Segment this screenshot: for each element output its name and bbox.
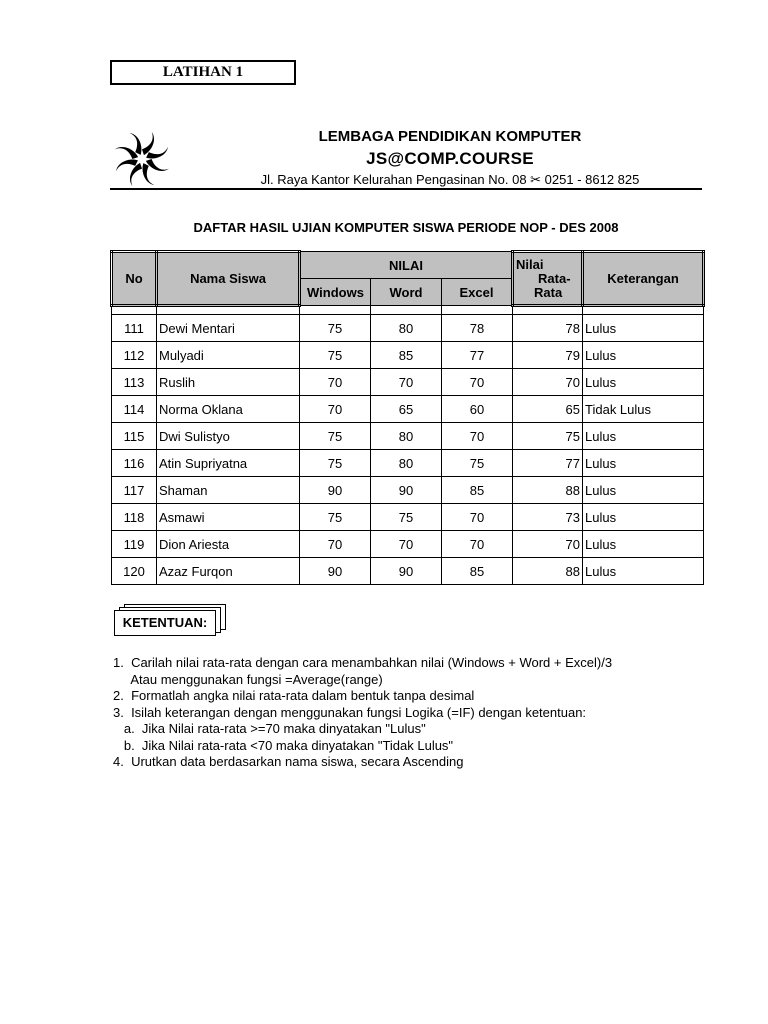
- cell-windows: 75: [300, 504, 371, 531]
- cell-keterangan: Lulus: [583, 423, 704, 450]
- cell-no: 118: [112, 504, 157, 531]
- cell-no: 117: [112, 477, 157, 504]
- cell-keterangan: Lulus: [583, 504, 704, 531]
- col-header-excel: Excel: [442, 279, 513, 306]
- cell-excel: 70: [442, 423, 513, 450]
- cell-keterangan: Lulus: [583, 477, 704, 504]
- cell-windows: 75: [300, 450, 371, 477]
- cell-windows: 75: [300, 315, 371, 342]
- cell-word: 70: [371, 531, 442, 558]
- table-row: [112, 396, 704, 423]
- document-title: DAFTAR HASIL UJIAN KOMPUTER SISWA PERIODE NOP - DES 2008: [193, 220, 619, 235]
- cell-windows: 75: [300, 342, 371, 369]
- cell-keterangan: Tidak Lulus: [583, 396, 704, 423]
- cell-no: 116: [112, 450, 157, 477]
- col-header-keterangan: Keterangan: [583, 252, 704, 306]
- col-header-average: [513, 252, 583, 306]
- cell-keterangan: Lulus: [583, 342, 704, 369]
- header-divider: [110, 188, 702, 190]
- cell-windows: 90: [300, 558, 371, 585]
- table-row: [112, 477, 704, 504]
- cell-excel: 70: [442, 369, 513, 396]
- table-row: [112, 504, 704, 531]
- cell-windows: 70: [300, 396, 371, 423]
- cell-name: Shaman: [157, 477, 300, 504]
- avg-header-line1: Nilai: [516, 256, 544, 272]
- cell-excel: 70: [442, 504, 513, 531]
- cell-keterangan: Lulus: [583, 315, 704, 342]
- ketentuan-box: [114, 604, 229, 636]
- cell-excel: 78: [442, 315, 513, 342]
- cell-no: 119: [112, 531, 157, 558]
- cell-name: Dewi Mentari: [157, 315, 300, 342]
- cell-excel: 77: [442, 342, 513, 369]
- cell-keterangan: Lulus: [583, 558, 704, 585]
- cell-name: Mulyadi: [157, 342, 300, 369]
- cell-excel: 85: [442, 558, 513, 585]
- exercise-label: LATIHAN 1: [110, 60, 296, 85]
- col-header-no: No: [112, 252, 157, 306]
- cell-word: 90: [371, 558, 442, 585]
- cell-excel: 60: [442, 396, 513, 423]
- cell-name: Dion Ariesta: [157, 531, 300, 558]
- cell-average: 73: [513, 504, 583, 531]
- cell-name: Ruslih: [157, 369, 300, 396]
- cell-no: 120: [112, 558, 157, 585]
- cell-average: 78: [513, 315, 583, 342]
- cell-word: 85: [371, 342, 442, 369]
- instruction-line: Atau menggunakan fungsi =Average(range): [113, 671, 383, 687]
- cell-keterangan: Lulus: [583, 450, 704, 477]
- cell-no: 112: [112, 342, 157, 369]
- instruction-line: 1. Carilah nilai rata-rata dengan cara menambahkan nilai (Windows + Word + Excel)/3: [113, 655, 613, 670]
- cell-excel: 85: [442, 477, 513, 504]
- cell-name: Norma Oklana: [157, 396, 300, 423]
- cell-name: Azaz Furqon: [157, 558, 300, 585]
- col-header-word: Word: [371, 279, 442, 306]
- cell-word: 75: [371, 504, 442, 531]
- instruction-line: 4. Urutkan data berdasarkan nama siswa, secara Ascending: [113, 754, 464, 769]
- cell-word: 70: [371, 369, 442, 396]
- pinwheel-logo-icon: [112, 130, 172, 188]
- cell-average: 75: [513, 423, 583, 450]
- institution-name: LEMBAGA PENDIDIKAN KOMPUTER: [318, 128, 582, 145]
- cell-average: 88: [513, 477, 583, 504]
- cell-no: 114: [112, 396, 157, 423]
- cell-no: 111: [112, 315, 157, 342]
- cell-excel: 75: [442, 450, 513, 477]
- exam-results-table: [110, 250, 705, 585]
- cell-name: Dwi Sulistyo: [157, 423, 300, 450]
- cell-average: 77: [513, 450, 583, 477]
- cell-no: 113: [112, 369, 157, 396]
- cell-windows: 70: [300, 531, 371, 558]
- table-row: [112, 315, 704, 342]
- col-header-nilai: NILAI: [300, 252, 513, 279]
- col-header-windows: Windows: [300, 279, 371, 306]
- ketentuan-label: KETENTUAN:: [114, 610, 216, 636]
- cell-average: 88: [513, 558, 583, 585]
- header-spacer-row: [112, 306, 704, 315]
- table-row: [112, 423, 704, 450]
- institution-brand: JS@COMP.COURSE: [366, 149, 534, 168]
- cell-name: Asmawi: [157, 504, 300, 531]
- instruction-line: a. Jika Nilai rata-rata >=70 maka dinyatakan "Lulus": [113, 721, 426, 736]
- cell-average: 79: [513, 342, 583, 369]
- instruction-line: 3. Isilah keterangan dengan menggunakan fungsi Logika (=IF) dengan ketentuan:: [113, 704, 587, 720]
- table-row: [112, 558, 704, 585]
- avg-header-line3: Rata: [534, 284, 563, 300]
- table-row: [112, 531, 704, 558]
- cell-windows: 90: [300, 477, 371, 504]
- table-row: [112, 342, 704, 369]
- institution-address: Jl. Raya Kantor Kelurahan Pengasinan No. 08 ✂ 0251 - 8612 825: [260, 172, 640, 187]
- cell-word: 65: [371, 396, 442, 423]
- cell-word: 80: [371, 450, 442, 477]
- cell-windows: 70: [300, 369, 371, 396]
- cell-word: 80: [371, 423, 442, 450]
- cell-average: 65: [513, 396, 583, 423]
- cell-keterangan: Lulus: [583, 369, 704, 396]
- instruction-line: 2. Formatlah angka nilai rata-rata dalam bentuk tanpa desimal: [113, 688, 475, 703]
- instruction-line: b. Jika Nilai rata-rata <70 maka dinyatakan "Tidak Lulus": [113, 737, 454, 753]
- instructions-list: [113, 655, 713, 771]
- table-row: [112, 369, 704, 396]
- cell-excel: 70: [442, 531, 513, 558]
- cell-word: 80: [371, 315, 442, 342]
- cell-no: 115: [112, 423, 157, 450]
- table-row: [112, 450, 704, 477]
- cell-windows: 75: [300, 423, 371, 450]
- cell-word: 90: [371, 477, 442, 504]
- col-header-name: Nama Siswa: [157, 252, 300, 306]
- cell-average: 70: [513, 369, 583, 396]
- avg-header-line2: Rata-: [538, 270, 571, 286]
- cell-keterangan: Lulus: [583, 531, 704, 558]
- cell-name: Atin Supriyatna: [157, 450, 300, 477]
- cell-average: 70: [513, 531, 583, 558]
